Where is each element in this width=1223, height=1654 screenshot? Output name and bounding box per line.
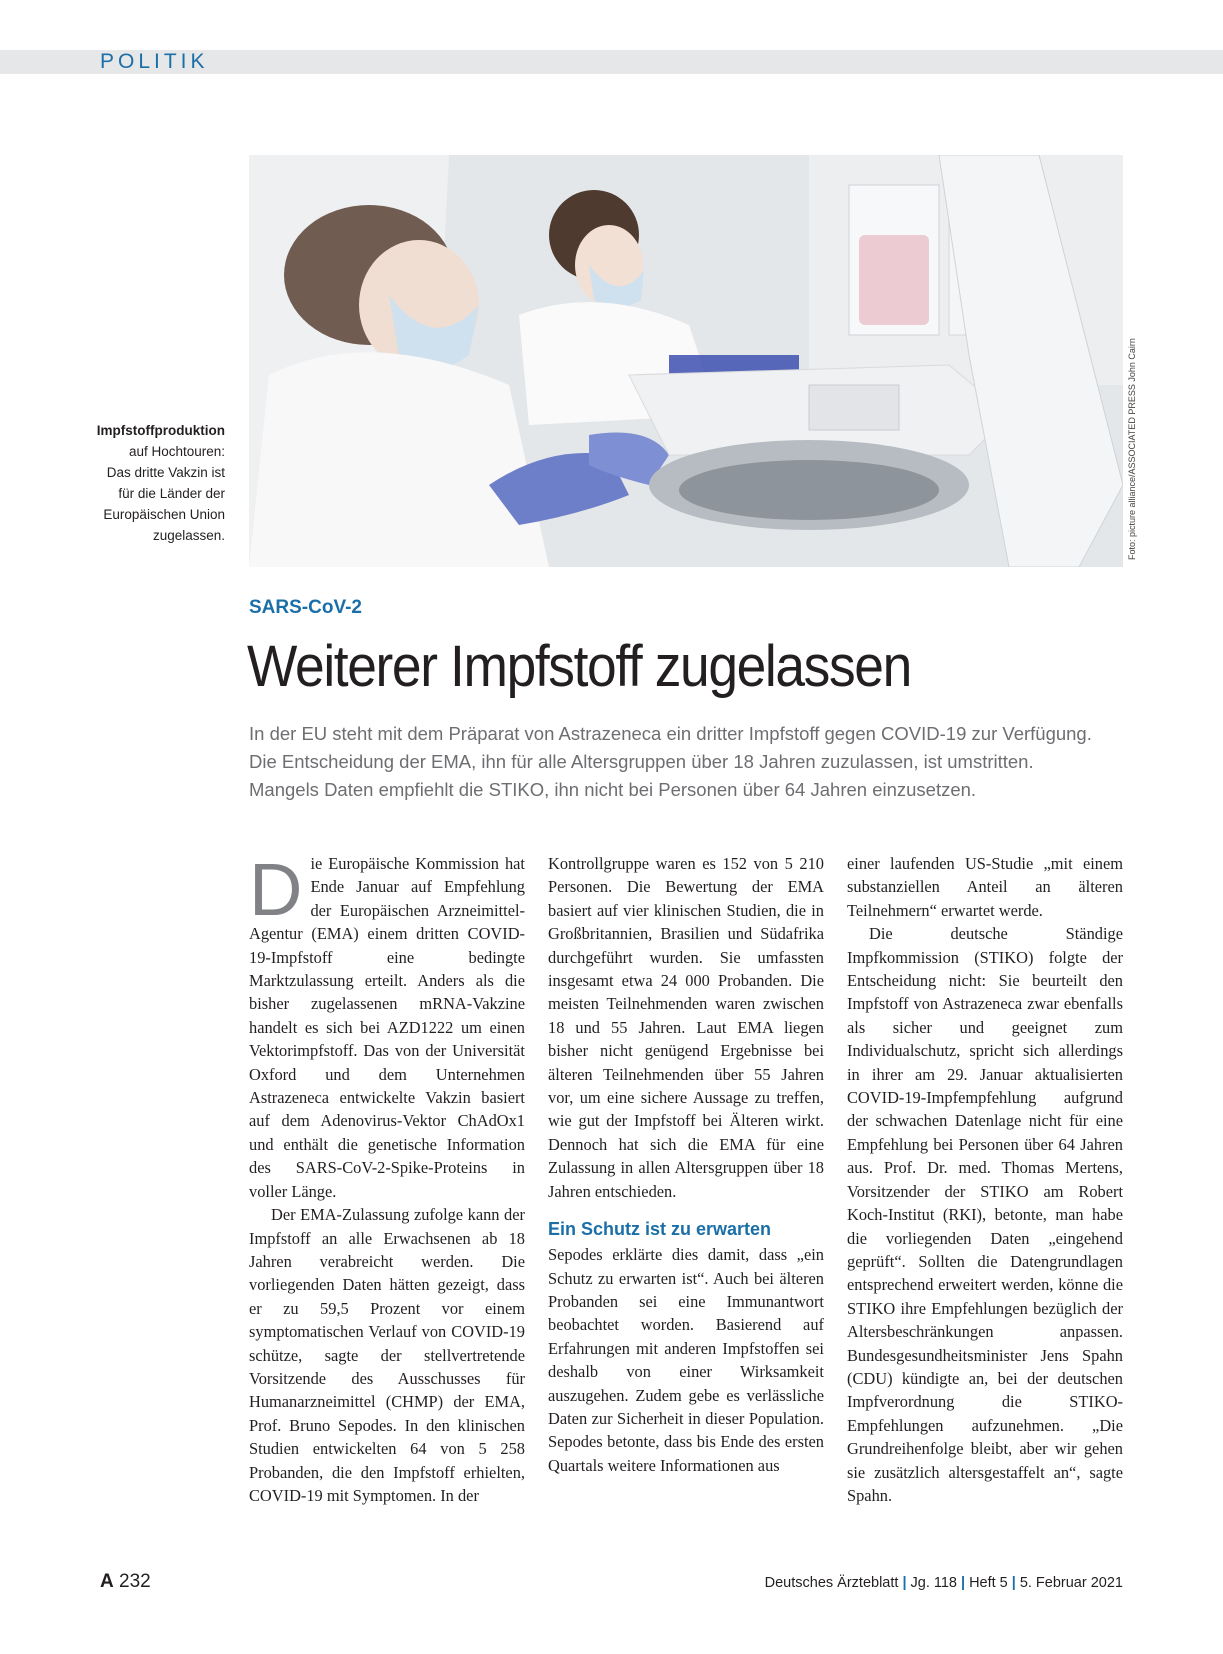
body-paragraph: Kontrollgruppe waren es 152 von 5 210 Personen. Die Bewertung der EMA basiert auf vier klinischen Studien, die in Großbritannien, Brasilien und Südafrika durchgeführt wurden. Sie umfassten insgesamt etwa 24 000 Probanden. Die meisten Teilnehmenden waren zwischen 18 und 55 Jahren. Laut EMA liegen bisher nicht genügend Ergebnisse bei älteren Teilnehmenden über 55 Jahren vor, um eine sichere Aussage zu treffen, wie gut der Impfstoff bei Älteren wirkt. Dennoch hat sich die EMA für eine Zulassung in allen Altersgruppen über 18 Jahren entschieden. [548,854,824,1201]
body-paragraph: Sepodes erklärte dies damit, dass „ein Schutz zu erwarten ist“. Auch bei älteren Probanden sei eine Immunantwort beobachtet worden. Basierend auf Erfahrungen mit anderen Impfstoffen sei deshalb von einer Wirksamkeit auszugehen. Zudem gebe es verlässliche Daten zur Sicherheit in dieser Population. Sepodes betonte, dass bis Ende des ersten Quartals weitere Informationen aus [548,1245,824,1475]
body-paragraph: Die deutsche Ständige Impfkommission (STIKO) folgte der Entscheidung nicht: Sie beurteilt den Impfstoff von Astrazeneca zwar ebenfalls als sicher und geeignet zum Individualschutz, spricht sich allerdings in ihrer am 29. Januar aktualisierten COVID-19-Impfempfehlung aufgrund der schwachen Datenlage nicht für eine Empfehlung bei Personen über 64 Jahren aus. Prof. Dr. med. Thomas Mertens, Vorsitzender der STIKO am Robert Koch-Institut (RKI), betonte, man habe die vorliegenden Daten „eingehend geprüft“. Sollten die Datengrundlagen entsprechend erweitert werden, könne die STIKO ihre Empfehlungen bezüglich der Altersbeschränkungen anpassen. Bundesgesundheitsminister Jens Spahn (CDU) kündigte an, bei der deutschen Impfverordnung die STIKO-Empfehlungen aufzunehmen. „Die Grundreihenfolge bleibt, aber wir gehen sie zusätzlich altersgestaffelt an“, sagte Spahn. [847,924,1123,1505]
lead-line: In der EU steht mit dem Präparat von Astrazeneca ein dritter Impfstoff gegen COVID-19 zur Verfügung. [249,723,1092,744]
body-paragraph: einer laufenden US-Studie „mit einem substanziellen Anteil an älteren Teilnehmern“ erwartet werde. [847,854,1123,920]
body-paragraph: Der EMA-Zulassung zufolge kann der Impfstoff an alle Erwachsenen ab 18 Jahren verabreicht werden. Die vorliegenden Daten hätten gezeigt, dass er zu 59,5 Prozent vor einem symptomatischen Verlauf von COVID-19 schütze, sagte der stellvertretende Vorsitzende des Ausschusses für Humanarzneimittel (CHMP) der EMA, Prof. Bruno Sepodes. In den klinischen Studien entwickelten 64 von 5 258 Probanden, die den Impfstoff erhielten, COVID-19 mit Symptomen. In der [249,1205,525,1505]
separator: | [902,1575,907,1591]
lead-line: Die Entscheidung der EMA, ihn für alle Altersgruppen über 18 Jahren zuzulassen, ist umstritten. [249,751,1034,772]
caption-line: für die Länder der [118,486,225,501]
volume: Jg. 118 [910,1575,957,1591]
drop-cap: D [249,848,303,931]
lead-line: Mangels Daten empfiehlt die STIKO, ihn nicht bei Personen über 64 Jahren einzusetzen. [249,779,977,800]
caption-line: Das dritte Vakzin ist [106,465,225,480]
separator: | [1011,1575,1016,1591]
subheading: Ein Schutz ist zu erwarten [548,1219,772,1240]
body-paragraph [249,848,525,1203]
section-label: POLITIK [100,50,209,73]
headline: Weiterer Impfstoff zugelassen [247,634,911,699]
page-number-value: 232 [119,1571,151,1592]
lab-photo-illustration [249,155,1123,567]
caption-line: auf Hochtouren: [128,444,225,459]
journal-name: Deutsches Ärzteblatt [764,1575,899,1591]
body-column-3 [847,852,1123,1507]
lab-photo [249,155,1123,567]
page-number [100,1570,151,1594]
caption-line: zugelassen. [152,528,225,543]
photo-caption [60,420,225,546]
issue: Heft 5 [969,1575,1008,1591]
body-column-1 [249,848,525,1507]
kicker: SARS-CoV-2 [249,597,362,618]
caption-line: Europäischen Union [103,507,225,522]
body-column-2 [548,852,824,1477]
separator: | [961,1575,966,1591]
date: 5. Februar 2021 [1019,1575,1123,1591]
photo-credit: Foto: picture alliance/ASSOCIATED PRESS John Cairn [1127,338,1137,560]
lead-paragraph [249,720,1149,804]
paragraph-text: ie Europäische Kommission hat Ende Januar auf Empfehlung der Europäischen Arzneimittel-Agentur (EMA) einem dritten COVID-19-Impfstoff eine bedingte Marktzulassung erteilt. Anders als die bisher zugelassenen mRNA-Vakzine handelt es sich bei AZD1222 um einen Vektorimpfstoff. Das von der Universität Oxford und dem Unternehmen Astrazeneca entwickelte Vakzin basiert auf dem Adenovirus-Vektor ChAdOx1 und enthält die genetische Information des SARS-CoV-2-Spike-Proteins in voller Länge. [249,854,525,1201]
page-prefix: A [100,1571,114,1592]
caption-title: Impfstoffproduktion [96,423,225,438]
footer-citation [765,1573,1123,1593]
